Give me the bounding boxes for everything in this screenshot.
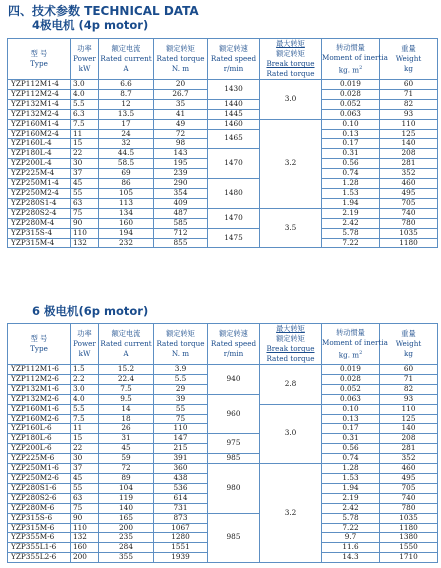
speed-cell: 1440 [208, 99, 260, 109]
type-cell: YZP225M-6 [8, 454, 71, 464]
weight-cell: 1035 [380, 513, 438, 523]
type-cell: YZP250M2-4 [8, 188, 71, 198]
torque-cell: 215 [154, 444, 208, 454]
power-cell: 2.2 [71, 374, 99, 384]
speed-cell: 1465 [208, 129, 260, 149]
t6-header-power: 功率 Power kW [71, 324, 99, 365]
torque-cell: 5.5 [154, 374, 208, 384]
power-cell: 110 [71, 523, 99, 533]
weight-cell: 1380 [380, 533, 438, 543]
power-cell: 5.5 [71, 404, 99, 414]
type-cell: YZP132M1-6 [8, 384, 71, 394]
current-cell: 15.2 [99, 365, 154, 375]
table-row [8, 99, 438, 109]
weight-cell: 71 [380, 374, 438, 384]
weight-cell: 780 [380, 218, 438, 228]
power-cell: 132 [71, 533, 99, 543]
section-title: 四、技术参数 TECHNICAL DATA [8, 4, 199, 18]
weight-cell: 352 [380, 454, 438, 464]
type-cell: YZP160L-6 [8, 424, 71, 434]
current-cell: 69 [99, 169, 154, 179]
torque-cell: 26.7 [154, 89, 208, 99]
weight-cell: 1710 [380, 553, 438, 563]
type-cell: YZP160M2-4 [8, 129, 71, 139]
power-cell: 11 [71, 424, 99, 434]
type-cell: YZP250M2-6 [8, 473, 71, 483]
power-cell: 30 [71, 159, 99, 169]
torque-cell: 354 [154, 188, 208, 198]
torque-cell: 536 [154, 483, 208, 493]
torque-cell: 1067 [154, 523, 208, 533]
torque-cell: 487 [154, 208, 208, 218]
weight-cell: 281 [380, 444, 438, 454]
weight-cell: 125 [380, 414, 438, 424]
power-cell: 110 [71, 228, 99, 238]
power-cell: 90 [71, 218, 99, 228]
weight-cell: 495 [380, 188, 438, 198]
torque-cell: 143 [154, 149, 208, 159]
current-cell: 6.6 [99, 80, 154, 90]
current-cell: 160 [99, 218, 154, 228]
torque-cell: 391 [154, 454, 208, 464]
inertia-cell: 1.94 [322, 198, 380, 208]
torque-cell: 49 [154, 119, 208, 129]
power-cell: 3.0 [71, 80, 99, 90]
t4-header-break: 最大转矩 额定转矩 Break torque Rated torque [260, 39, 322, 80]
inertia-cell: 7.22 [322, 238, 380, 248]
type-cell: YZP160L-4 [8, 139, 71, 149]
current-cell: 8.7 [99, 89, 154, 99]
torque-cell: 873 [154, 513, 208, 523]
table-row [8, 464, 438, 474]
speed-cell: 1480 [208, 179, 260, 209]
inertia-cell: 0.063 [322, 109, 380, 119]
t6-header-speed: 额定转速 Rated speed r/min [208, 324, 260, 365]
table-4p [7, 38, 438, 248]
power-cell: 6.3 [71, 109, 99, 119]
torque-cell: 110 [154, 424, 208, 434]
weight-cell: 110 [380, 404, 438, 414]
type-cell: YZP132M2-4 [8, 109, 71, 119]
power-cell: 1.5 [71, 365, 99, 375]
torque-cell: 239 [154, 169, 208, 179]
type-cell: YZP280M-6 [8, 503, 71, 513]
torque-cell: 438 [154, 473, 208, 483]
type-cell: YZP280S1-4 [8, 198, 71, 208]
type-cell: YZP200L-6 [8, 444, 71, 454]
speed-cell: 980 [208, 464, 260, 514]
inertia-cell: 0.019 [322, 365, 380, 375]
power-cell: 11 [71, 129, 99, 139]
torque-cell: 35 [154, 99, 208, 109]
table-row [8, 119, 438, 129]
inertia-cell: 2.19 [322, 493, 380, 503]
type-cell: YZP250M1-4 [8, 179, 71, 189]
table-row [8, 149, 438, 159]
inertia-cell: 5.78 [322, 513, 380, 523]
torque-cell: 1939 [154, 553, 208, 563]
type-cell: YZP180L-4 [8, 149, 71, 159]
weight-cell: 1180 [380, 523, 438, 533]
type-cell: YZP160M1-6 [8, 404, 71, 414]
table-6p [7, 323, 438, 563]
inertia-cell: 0.17 [322, 139, 380, 149]
speed-cell: 1470 [208, 208, 260, 228]
power-cell: 7.5 [71, 119, 99, 129]
t6-header-break: 最大转矩 额定转矩 Break torque Rated torque [260, 324, 322, 365]
weight-cell: 495 [380, 473, 438, 483]
current-cell: 72 [99, 464, 154, 474]
weight-cell: 780 [380, 503, 438, 513]
inertia-cell: 0.10 [322, 404, 380, 414]
inertia-cell: 0.17 [322, 424, 380, 434]
inertia-cell: 1.28 [322, 179, 380, 189]
t4-header-inertia: 转动惯量 Moment of inertia kg. $m^2$ [322, 39, 380, 80]
type-cell: YZP355L1-6 [8, 543, 71, 553]
power-cell: 55 [71, 483, 99, 493]
torque-cell: 98 [154, 139, 208, 149]
torque-cell: 614 [154, 493, 208, 503]
inertia-cell: 0.31 [322, 149, 380, 159]
current-cell: 104 [99, 483, 154, 493]
weight-cell: 352 [380, 169, 438, 179]
table-row [8, 365, 438, 375]
speed-cell: 960 [208, 394, 260, 434]
torque-cell: 3.9 [154, 365, 208, 375]
current-cell: 58.5 [99, 159, 154, 169]
torque-cell: 360 [154, 464, 208, 474]
power-cell: 5.5 [71, 99, 99, 109]
weight-cell: 140 [380, 424, 438, 434]
table-4p-title: 4极电机 (4p motor) [32, 18, 149, 32]
type-cell: YZP315S-4 [8, 228, 71, 238]
torque-cell: 72 [154, 129, 208, 139]
torque-cell: 20 [154, 80, 208, 90]
t4-header-power: 功率 Power kW [71, 39, 99, 80]
t6-header-type: 型 号 Type [8, 324, 71, 365]
type-cell: YZP315M-6 [8, 523, 71, 533]
torque-cell: 55 [154, 404, 208, 414]
weight-cell: 208 [380, 149, 438, 159]
power-cell: 200 [71, 553, 99, 563]
type-cell: YZP225M-4 [8, 169, 71, 179]
weight-cell: 82 [380, 384, 438, 394]
speed-cell: 1475 [208, 228, 260, 248]
current-cell: 32 [99, 139, 154, 149]
inertia-cell: 0.13 [322, 129, 380, 139]
table-row [8, 179, 438, 189]
inertia-cell: 5.78 [322, 228, 380, 238]
weight-cell: 60 [380, 80, 438, 90]
t4-header-speed: 额定转速 Rated speed r/min [208, 39, 260, 80]
current-cell: 44.5 [99, 149, 154, 159]
t6-header-current: 额定电流 Rated current A [99, 324, 154, 365]
current-cell: 13.5 [99, 109, 154, 119]
torque-cell: 39 [154, 394, 208, 404]
type-cell: YZP112M1-6 [8, 365, 71, 375]
power-cell: 30 [71, 454, 99, 464]
current-cell: 284 [99, 543, 154, 553]
weight-cell: 82 [380, 99, 438, 109]
type-cell: YZP160M1-4 [8, 119, 71, 129]
current-cell: 119 [99, 493, 154, 503]
power-cell: 4.0 [71, 394, 99, 404]
weight-cell: 110 [380, 119, 438, 129]
break-torque-cell: 3.2 [260, 119, 322, 208]
t4-header-weight: 重量 Weight kg [380, 39, 438, 80]
break-torque-cell: 3.5 [260, 208, 322, 248]
torque-cell: 75 [154, 414, 208, 424]
power-cell: 37 [71, 169, 99, 179]
power-cell: 63 [71, 493, 99, 503]
weight-cell: 1550 [380, 543, 438, 553]
power-cell: 22 [71, 444, 99, 454]
weight-cell: 460 [380, 464, 438, 474]
speed-cell: 975 [208, 434, 260, 454]
inertia-cell: 1.53 [322, 188, 380, 198]
speed-cell: 985 [208, 454, 260, 464]
t4-header-type: 型 号 Type [8, 39, 71, 80]
power-cell: 3.0 [71, 384, 99, 394]
current-cell: 12 [99, 99, 154, 109]
torque-cell: 29 [154, 384, 208, 394]
torque-cell: 731 [154, 503, 208, 513]
inertia-cell: 1.94 [322, 483, 380, 493]
weight-cell: 60 [380, 365, 438, 375]
power-cell: 45 [71, 179, 99, 189]
t6-header-inertia: 转动惯量 Moment of inertia kg. $m^2$ [322, 324, 380, 365]
current-cell: 105 [99, 188, 154, 198]
current-cell: 140 [99, 503, 154, 513]
inertia-cell: 0.028 [322, 89, 380, 99]
power-cell: 132 [71, 238, 99, 248]
table-row [8, 208, 438, 218]
current-cell: 26 [99, 424, 154, 434]
weight-cell: 208 [380, 434, 438, 444]
current-cell: 59 [99, 454, 154, 464]
inertia-cell: 2.42 [322, 218, 380, 228]
power-cell: 63 [71, 198, 99, 208]
t4-header-torque: 额定转矩 Rated torque N. m [154, 39, 208, 80]
inertia-cell: 0.019 [322, 80, 380, 90]
current-cell: 18 [99, 414, 154, 424]
weight-cell: 1180 [380, 238, 438, 248]
current-cell: 235 [99, 533, 154, 543]
speed-cell: 940 [208, 365, 260, 395]
power-cell: 4.0 [71, 89, 99, 99]
weight-cell: 740 [380, 493, 438, 503]
torque-cell: 1551 [154, 543, 208, 553]
type-cell: YZP280S2-6 [8, 493, 71, 503]
current-cell: 14 [99, 404, 154, 414]
weight-cell: 740 [380, 208, 438, 218]
break-torque-cell: 2.8 [260, 365, 322, 405]
table-6p-title: 6 极电机(6p motor) [32, 304, 149, 318]
type-cell: YZP280S2-4 [8, 208, 71, 218]
torque-cell: 41 [154, 109, 208, 119]
type-cell: YZP112M2-4 [8, 89, 71, 99]
inertia-cell: 0.74 [322, 169, 380, 179]
inertia-cell: 0.74 [322, 454, 380, 464]
inertia-cell: 7.22 [322, 523, 380, 533]
weight-cell: 93 [380, 394, 438, 404]
inertia-cell: 0.56 [322, 444, 380, 454]
type-cell: YZP355M-6 [8, 533, 71, 543]
current-cell: 22.4 [99, 374, 154, 384]
table-row [8, 228, 438, 238]
current-cell: 17 [99, 119, 154, 129]
break-torque-cell: 3.0 [260, 80, 322, 120]
inertia-cell: 1.53 [322, 473, 380, 483]
type-cell: YZP280S1-6 [8, 483, 71, 493]
type-cell: YZP112M2-6 [8, 374, 71, 384]
weight-cell: 140 [380, 139, 438, 149]
current-cell: 113 [99, 198, 154, 208]
current-cell: 31 [99, 434, 154, 444]
current-cell: 194 [99, 228, 154, 238]
type-cell: YZP355L2-6 [8, 553, 71, 563]
weight-cell: 71 [380, 89, 438, 99]
power-cell: 45 [71, 473, 99, 483]
torque-cell: 1280 [154, 533, 208, 543]
table-row [8, 513, 438, 523]
torque-cell: 147 [154, 434, 208, 444]
break-torque-cell: 3.2 [260, 464, 322, 563]
t4-header-current: 额定电流 Rated current A [99, 39, 154, 80]
current-cell: 24 [99, 129, 154, 139]
torque-cell: 585 [154, 218, 208, 228]
inertia-cell: 11.6 [322, 543, 380, 553]
table-row [8, 454, 438, 464]
current-cell: 165 [99, 513, 154, 523]
current-cell: 45 [99, 444, 154, 454]
break-torque-cell: 3.0 [260, 404, 322, 463]
inertia-cell: 0.028 [322, 374, 380, 384]
power-cell: 37 [71, 464, 99, 474]
inertia-cell: 0.052 [322, 384, 380, 394]
torque-cell: 195 [154, 159, 208, 169]
t6-header-torque: 额定转矩 Rated torque N. m [154, 324, 208, 365]
inertia-cell: 14.3 [322, 553, 380, 563]
table-row [8, 129, 438, 139]
power-cell: 15 [71, 139, 99, 149]
type-cell: YZP200L-4 [8, 159, 71, 169]
power-cell: 7.5 [71, 414, 99, 424]
current-cell: 134 [99, 208, 154, 218]
speed-cell: 1430 [208, 80, 260, 100]
type-cell: YZP250M1-6 [8, 464, 71, 474]
table-row [8, 109, 438, 119]
power-cell: 15 [71, 434, 99, 444]
current-cell: 7.5 [99, 384, 154, 394]
power-cell: 75 [71, 208, 99, 218]
torque-cell: 409 [154, 198, 208, 208]
inertia-cell: 0.052 [322, 99, 380, 109]
type-cell: YZP132M2-6 [8, 394, 71, 404]
current-cell: 89 [99, 473, 154, 483]
current-cell: 86 [99, 179, 154, 189]
power-cell: 75 [71, 503, 99, 513]
weight-cell: 705 [380, 198, 438, 208]
speed-cell: 1445 [208, 109, 260, 119]
inertia-cell: 0.31 [322, 434, 380, 444]
torque-cell: 290 [154, 179, 208, 189]
inertia-cell: 2.19 [322, 208, 380, 218]
current-cell: 200 [99, 523, 154, 533]
weight-cell: 93 [380, 109, 438, 119]
weight-cell: 460 [380, 179, 438, 189]
t6-header-weight: 重量 Weight kg [380, 324, 438, 365]
inertia-cell: 0.13 [322, 414, 380, 424]
weight-cell: 1035 [380, 228, 438, 238]
type-cell: YZP315M-4 [8, 238, 71, 248]
type-cell: YZP180L-6 [8, 434, 71, 444]
inertia-cell: 1.28 [322, 464, 380, 474]
inertia-cell: 9.7 [322, 533, 380, 543]
table-row [8, 394, 438, 404]
table-row [8, 434, 438, 444]
weight-cell: 281 [380, 159, 438, 169]
type-cell: YZP315S-6 [8, 513, 71, 523]
speed-cell: 1470 [208, 149, 260, 179]
torque-cell: 855 [154, 238, 208, 248]
current-cell: 9.5 [99, 394, 154, 404]
current-cell: 355 [99, 553, 154, 563]
type-cell: YZP132M1-4 [8, 99, 71, 109]
type-cell: YZP280M-4 [8, 218, 71, 228]
inertia-cell: 0.56 [322, 159, 380, 169]
inertia-cell: 0.10 [322, 119, 380, 129]
type-cell: YZP160M2-6 [8, 414, 71, 424]
weight-cell: 125 [380, 129, 438, 139]
power-cell: 55 [71, 188, 99, 198]
power-cell: 160 [71, 543, 99, 553]
weight-cell: 705 [380, 483, 438, 493]
current-cell: 232 [99, 238, 154, 248]
speed-cell: 1460 [208, 119, 260, 129]
torque-cell: 712 [154, 228, 208, 238]
power-cell: 90 [71, 513, 99, 523]
speed-cell: 985 [208, 513, 260, 563]
inertia-cell: 2.42 [322, 503, 380, 513]
inertia-cell: 0.063 [322, 394, 380, 404]
table-row [8, 80, 438, 90]
power-cell: 22 [71, 149, 99, 159]
type-cell: YZP112M1-4 [8, 80, 71, 90]
